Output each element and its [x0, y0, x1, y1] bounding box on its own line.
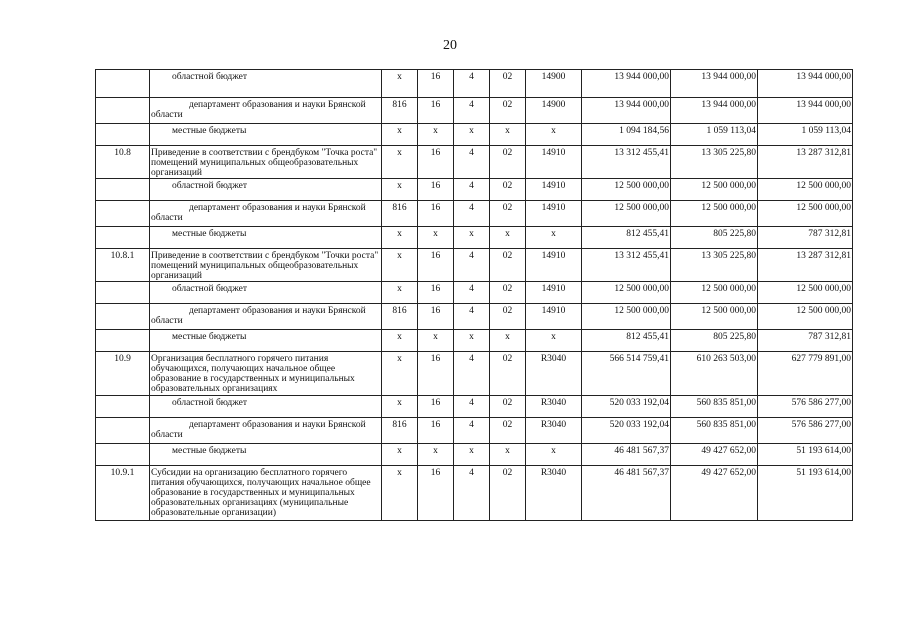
row-description: Приведение в соответствии с брендбуком "Точки роста" помещений муниципальных общеобразовательных организаций: [150, 249, 382, 282]
code-cell: 4: [454, 396, 490, 418]
code-cell: 02: [490, 396, 526, 418]
code-cell: 16: [418, 70, 454, 98]
table-row: [96, 70, 853, 98]
code-cell: 16: [418, 249, 454, 282]
row-description: областной бюджет: [150, 70, 382, 98]
code-cell: 4: [454, 352, 490, 396]
amount-cell: 13 312 455,41: [582, 249, 671, 282]
amount-cell: 12 500 000,00: [758, 201, 853, 227]
code-cell: x: [526, 227, 582, 249]
code-cell: x: [382, 282, 418, 304]
code-cell: 4: [454, 201, 490, 227]
row-description: Приведение в соответствии с брендбуком "Точка роста" помещений муниципальных общеобразовательных организаций: [150, 146, 382, 179]
table-row: [96, 304, 853, 330]
row-number: [96, 98, 150, 124]
code-cell: 02: [490, 70, 526, 98]
code-cell: 14910: [526, 249, 582, 282]
amount-cell: 13 944 000,00: [758, 98, 853, 124]
code-cell: 4: [454, 146, 490, 179]
code-cell: x: [382, 227, 418, 249]
amount-cell: 12 500 000,00: [671, 304, 758, 330]
amount-cell: 805 225,80: [671, 330, 758, 352]
row-number: 10.9: [96, 352, 150, 396]
row-number: [96, 444, 150, 466]
code-cell: x: [454, 444, 490, 466]
row-description: Субсидии на организацию бесплатного горячего питания обучающихся, получающих начальное общее образование в государственных и муниципальных образовательных организациях (муниципальные образовательные организации): [150, 466, 382, 521]
code-cell: R3040: [526, 466, 582, 521]
table-row: [96, 444, 853, 466]
code-cell: 02: [490, 201, 526, 227]
row-description: областной бюджет: [150, 282, 382, 304]
code-cell: x: [418, 444, 454, 466]
code-cell: 816: [382, 201, 418, 227]
code-cell: 4: [454, 304, 490, 330]
table-row: [96, 330, 853, 352]
code-cell: x: [418, 227, 454, 249]
amount-cell: 1 059 113,04: [671, 124, 758, 146]
amount-cell: 13 287 312,81: [758, 146, 853, 179]
code-cell: x: [382, 70, 418, 98]
amount-cell: 566 514 759,41: [582, 352, 671, 396]
amount-cell: 576 586 277,00: [758, 418, 853, 444]
row-number: [96, 282, 150, 304]
code-cell: 02: [490, 98, 526, 124]
amount-cell: 49 427 652,00: [671, 466, 758, 521]
amount-cell: 12 500 000,00: [758, 282, 853, 304]
code-cell: 4: [454, 466, 490, 521]
table-row: [96, 418, 853, 444]
code-cell: 14910: [526, 304, 582, 330]
code-cell: 14910: [526, 282, 582, 304]
code-cell: 816: [382, 304, 418, 330]
code-cell: 16: [418, 396, 454, 418]
code-cell: 16: [418, 304, 454, 330]
row-description: местные бюджеты: [150, 227, 382, 249]
code-cell: 14900: [526, 70, 582, 98]
amount-cell: 12 500 000,00: [671, 179, 758, 201]
code-cell: 14900: [526, 98, 582, 124]
code-cell: x: [454, 330, 490, 352]
row-description: департамент образования и науки Брянской области: [150, 201, 382, 227]
row-number: [96, 418, 150, 444]
code-cell: x: [526, 330, 582, 352]
amount-cell: 12 500 000,00: [671, 282, 758, 304]
code-cell: x: [490, 124, 526, 146]
amount-cell: 12 500 000,00: [582, 179, 671, 201]
code-cell: 02: [490, 249, 526, 282]
amount-cell: 812 455,41: [582, 227, 671, 249]
row-number: [96, 227, 150, 249]
code-cell: 14910: [526, 179, 582, 201]
amount-cell: 12 500 000,00: [671, 201, 758, 227]
amount-cell: 13 944 000,00: [758, 70, 853, 98]
code-cell: 16: [418, 179, 454, 201]
amount-cell: 1 094 184,56: [582, 124, 671, 146]
amount-cell: 12 500 000,00: [582, 304, 671, 330]
amount-cell: 787 312,81: [758, 330, 853, 352]
code-cell: x: [382, 249, 418, 282]
table-row: [96, 396, 853, 418]
table-row: [96, 201, 853, 227]
table-body: [96, 70, 853, 521]
row-number: [96, 201, 150, 227]
code-cell: x: [382, 352, 418, 396]
code-cell: 4: [454, 418, 490, 444]
amount-cell: 13 287 312,81: [758, 249, 853, 282]
row-description: департамент образования и науки Брянской области: [150, 304, 382, 330]
amount-cell: 1 059 113,04: [758, 124, 853, 146]
code-cell: x: [526, 124, 582, 146]
code-cell: x: [490, 330, 526, 352]
code-cell: x: [490, 227, 526, 249]
code-cell: R3040: [526, 396, 582, 418]
table-row: [96, 124, 853, 146]
table-row: [96, 98, 853, 124]
code-cell: 4: [454, 98, 490, 124]
amount-cell: 46 481 567,37: [582, 466, 671, 521]
row-number: [96, 396, 150, 418]
code-cell: 816: [382, 98, 418, 124]
table-row: [96, 146, 853, 179]
code-cell: 14910: [526, 146, 582, 179]
row-number: [96, 124, 150, 146]
code-cell: 16: [418, 466, 454, 521]
code-cell: 4: [454, 179, 490, 201]
code-cell: x: [382, 179, 418, 201]
amount-cell: 13 305 225,80: [671, 146, 758, 179]
code-cell: 14910: [526, 201, 582, 227]
code-cell: R3040: [526, 418, 582, 444]
amount-cell: 13 305 225,80: [671, 249, 758, 282]
code-cell: x: [454, 124, 490, 146]
amount-cell: 13 944 000,00: [582, 70, 671, 98]
table-row: [96, 282, 853, 304]
amount-cell: 787 312,81: [758, 227, 853, 249]
code-cell: 4: [454, 70, 490, 98]
row-number: 10.9.1: [96, 466, 150, 521]
amount-cell: 51 193 614,00: [758, 466, 853, 521]
row-description: местные бюджеты: [150, 330, 382, 352]
amount-cell: 13 944 000,00: [671, 98, 758, 124]
amount-cell: 51 193 614,00: [758, 444, 853, 466]
table-row: [96, 352, 853, 396]
code-cell: x: [490, 444, 526, 466]
code-cell: 16: [418, 146, 454, 179]
code-cell: 02: [490, 304, 526, 330]
code-cell: 16: [418, 282, 454, 304]
row-description: Организация бесплатного горячего питания обучающихся, получающих начальное общее образование в государственных и муниципальных образовательных организациях: [150, 352, 382, 396]
code-cell: x: [382, 396, 418, 418]
table-row: [96, 249, 853, 282]
amount-cell: 12 500 000,00: [582, 282, 671, 304]
row-number: 10.8.1: [96, 249, 150, 282]
amount-cell: 13 944 000,00: [671, 70, 758, 98]
amount-cell: 13 312 455,41: [582, 146, 671, 179]
amount-cell: 520 033 192,04: [582, 396, 671, 418]
code-cell: 02: [490, 418, 526, 444]
row-number: 10.8: [96, 146, 150, 179]
row-description: областной бюджет: [150, 396, 382, 418]
row-number: [96, 70, 150, 98]
row-description: департамент образования и науки Брянской области: [150, 418, 382, 444]
amount-cell: 812 455,41: [582, 330, 671, 352]
amount-cell: 13 944 000,00: [582, 98, 671, 124]
code-cell: 16: [418, 98, 454, 124]
amount-cell: 576 586 277,00: [758, 396, 853, 418]
row-description: департамент образования и науки Брянской области: [150, 98, 382, 124]
code-cell: x: [382, 330, 418, 352]
row-number: [96, 330, 150, 352]
row-number: [96, 304, 150, 330]
row-description: областной бюджет: [150, 179, 382, 201]
amount-cell: 560 835 851,00: [671, 396, 758, 418]
amount-cell: 627 779 891,00: [758, 352, 853, 396]
code-cell: x: [526, 444, 582, 466]
code-cell: x: [382, 124, 418, 146]
code-cell: x: [418, 330, 454, 352]
code-cell: 16: [418, 418, 454, 444]
amount-cell: 610 263 503,00: [671, 352, 758, 396]
code-cell: 16: [418, 201, 454, 227]
amount-cell: 49 427 652,00: [671, 444, 758, 466]
code-cell: x: [382, 444, 418, 466]
row-number: [96, 179, 150, 201]
code-cell: x: [454, 227, 490, 249]
code-cell: 02: [490, 179, 526, 201]
budget-table: [95, 69, 853, 521]
code-cell: R3040: [526, 352, 582, 396]
amount-cell: 12 500 000,00: [758, 304, 853, 330]
code-cell: 16: [418, 352, 454, 396]
amount-cell: 520 033 192,04: [582, 418, 671, 444]
amount-cell: 560 835 851,00: [671, 418, 758, 444]
page-number: 20: [443, 38, 457, 53]
amount-cell: 12 500 000,00: [582, 201, 671, 227]
table-row: [96, 227, 853, 249]
code-cell: 02: [490, 352, 526, 396]
code-cell: x: [382, 466, 418, 521]
code-cell: 4: [454, 282, 490, 304]
code-cell: 816: [382, 418, 418, 444]
table-row: [96, 466, 853, 521]
code-cell: 02: [490, 146, 526, 179]
code-cell: 4: [454, 249, 490, 282]
amount-cell: 12 500 000,00: [758, 179, 853, 201]
table-row: [96, 179, 853, 201]
code-cell: x: [382, 146, 418, 179]
row-description: местные бюджеты: [150, 444, 382, 466]
amount-cell: 805 225,80: [671, 227, 758, 249]
row-description: местные бюджеты: [150, 124, 382, 146]
amount-cell: 46 481 567,37: [582, 444, 671, 466]
code-cell: 02: [490, 282, 526, 304]
code-cell: x: [418, 124, 454, 146]
code-cell: 02: [490, 466, 526, 521]
